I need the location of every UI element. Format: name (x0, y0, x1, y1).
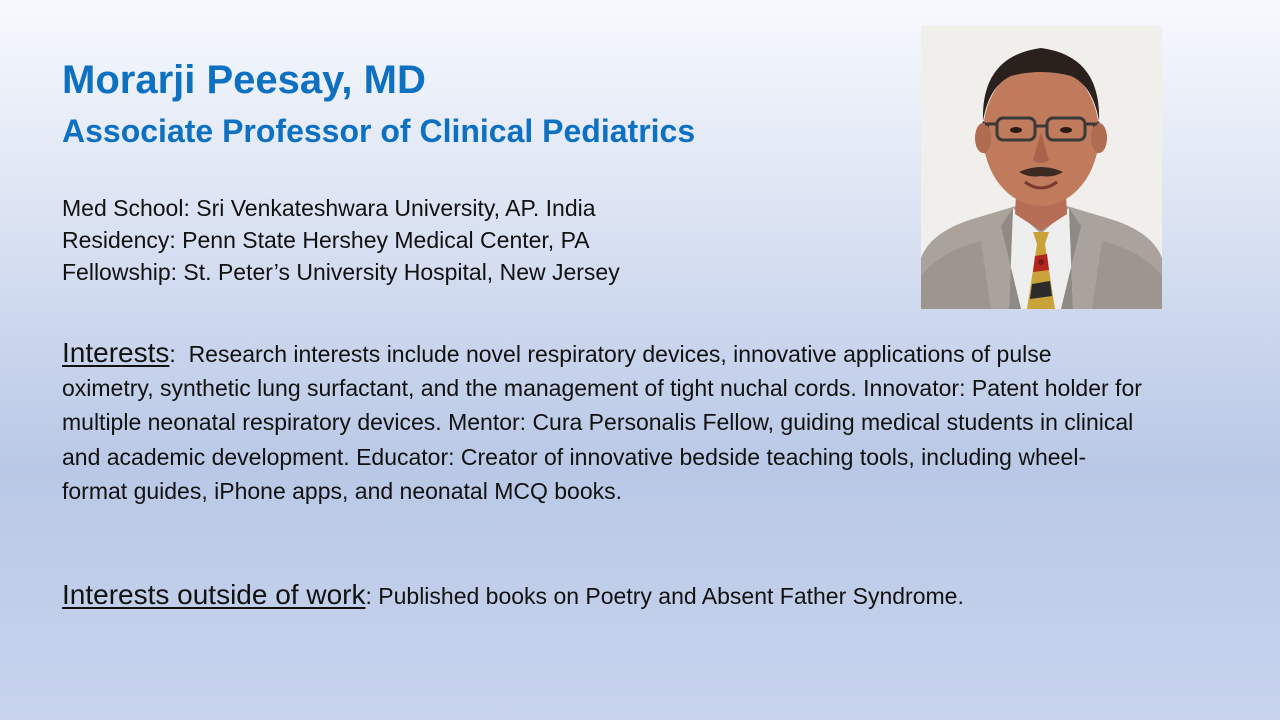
person-name: Morarji Peesay, MD (62, 58, 426, 102)
outside-interests-label: Interests outside of work (62, 579, 366, 610)
interests-paragraph (62, 336, 1142, 508)
education-list (62, 192, 620, 288)
interests-text: Research interests include novel respiratory devices, innovative applications of pulse oximetry, synthetic lung surfactant, and the management of tight nuchal cords. Innovator: Patent holder for multiple neonatal respiratory devices. Mentor: Cura Personalis Fellow, guiding medical students in clinical and academic development. Educator: Creator of innovative bedside teaching tools, including wheel-format guides, iPhone apps, and neonatal MCQ books. (62, 341, 1142, 504)
outside-interests-separator: : (365, 583, 379, 609)
education-residency: Residency: Penn State Hershey Medical Center, PA (62, 227, 590, 253)
outside-interests-text: Published books on Poetry and Absent Father Syndrome. (378, 583, 964, 609)
person-title: Associate Professor of Clinical Pediatrics (62, 113, 696, 149)
interests-label: Interests (62, 337, 170, 368)
interests-separator: : (169, 341, 189, 367)
portrait-photo (921, 26, 1162, 309)
education-med-school: Med School: Sri Venkateshwara University, AP. India (62, 195, 596, 221)
outside-interests-paragraph (62, 578, 1062, 613)
education-fellowship: Fellowship: St. Peter’s University Hospital, New Jersey (62, 259, 620, 285)
